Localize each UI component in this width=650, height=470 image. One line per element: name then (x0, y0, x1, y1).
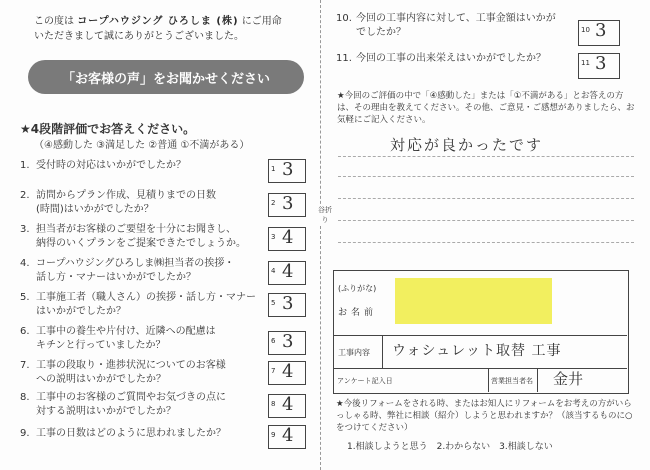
staff-value[interactable]: 金井 (553, 370, 584, 388)
question-3 (20, 223, 260, 251)
answer-box-10[interactable] (578, 20, 620, 46)
question-number: 4. (20, 258, 30, 269)
info-col-divider (488, 368, 489, 392)
question-7 (20, 359, 260, 387)
answer-value: 4 (282, 394, 294, 415)
staff-label: 営業担当者名 (491, 377, 533, 385)
answer-box-1[interactable] (268, 159, 306, 183)
rating-section-title: ★4段階評価でお答えください。 (20, 122, 196, 136)
question-5 (20, 291, 260, 319)
rating-scale: （④感動した ③満足した ②普通 ①不満がある） (34, 140, 250, 151)
question-2 (20, 189, 260, 217)
question-number: 2. (20, 190, 30, 201)
question-number: 8. (20, 392, 30, 403)
question-9 (20, 427, 260, 441)
answer-value: 3 (595, 53, 607, 74)
answer-value: 4 (282, 425, 294, 446)
question-text: 訪問からプラン作成、見積りまでの日数 (36, 190, 216, 201)
question-4 (20, 257, 260, 285)
question-text: 工事中の養生や片付け、近隣への配慮は (36, 326, 216, 337)
intro-line2: いただきまして誠にありがとうございました。 (34, 31, 244, 42)
question-text: はいかがでしたか？ (36, 306, 126, 317)
question-number: 9. (20, 428, 30, 439)
question-text: 担当者がお客様のご要望を十分にお聞きし、 (36, 224, 236, 235)
name-label-group (338, 282, 377, 320)
answer-box-number: 2 (271, 199, 276, 207)
question-text: 受付時の対応はいかがでしたか？ (36, 160, 186, 171)
comment-line (338, 156, 634, 157)
question-number: 10. (336, 13, 352, 24)
intro-text (34, 14, 324, 44)
answer-value: 3 (595, 20, 607, 41)
info-row-divider (334, 335, 627, 336)
comment-line (338, 220, 634, 221)
comment-line (338, 198, 634, 199)
answer-box-3[interactable] (268, 227, 306, 251)
answer-box-number: 6 (271, 337, 276, 345)
info-col-divider (382, 335, 383, 368)
question-text: 納得のいくプランをご提案できたでしょうか。 (36, 238, 246, 249)
answer-box-number: 8 (271, 400, 276, 408)
answer-box-5[interactable] (268, 293, 306, 317)
work-label: 工事内容 (338, 348, 370, 357)
answer-value: 3 (282, 293, 294, 314)
question-text: 工事施工者（職人さん）の挨拶・話し方・マナー (36, 292, 256, 303)
name-label: お名前 (338, 308, 378, 318)
answer-box-9[interactable] (268, 425, 306, 449)
question-text: 今回の工事の出来栄えはいかがでしたか？ (356, 53, 546, 64)
fold-label: 谷折り (318, 206, 332, 224)
referral-question: ★今後リフォームをされる時、またはお知人にリフォームをお考えの方がいらっしゃる時、弊社に相談（紹介）しようと思われますか？（該当するものに○をつけてください） (336, 399, 633, 433)
answer-box-number: 11 (581, 59, 590, 67)
work-value[interactable]: ウォシュレット取替 工事 (392, 343, 562, 359)
question-text: 工事の段取り・進捗状況についてのお客様 (36, 360, 226, 371)
question-text: 工事の日数はどのように思われましたか？ (36, 428, 226, 439)
question-text: キチンと行っていましたか？ (36, 340, 166, 351)
answer-box-number: 10 (581, 26, 590, 34)
comment-instructions: ★今回のご評価の中で「④感動した」または「①不満がある」とお答えの方は、その理由を教えてください。その他、ご意見・ご感想がありましたら、お気軽にご記入ください。 (337, 91, 635, 125)
answer-box-number: 5 (271, 299, 276, 307)
intro-line1-end: にご用命 (241, 16, 282, 27)
question-1 (20, 159, 260, 173)
info-col-divider (537, 368, 538, 392)
answer-value: 4 (282, 361, 294, 382)
answer-box-2[interactable] (268, 193, 306, 217)
comment-line (338, 242, 634, 243)
question-number: 11. (336, 53, 352, 64)
question-number: 3. (20, 224, 30, 235)
comment-line (338, 176, 634, 177)
question-text: への説明はいかがでしたか？ (36, 374, 166, 385)
answer-box-8[interactable] (268, 394, 306, 418)
question-10 (336, 12, 576, 40)
question-text: 話し方・マナーはいかがでしたか？ (36, 272, 196, 283)
question-text: (時間)はいかがでしたか？ (36, 204, 154, 215)
answer-value: 3 (282, 159, 294, 180)
referral-options[interactable]: 1.相談しようと思う 2.わからない 3.相談しない (347, 442, 553, 452)
answer-value: 3 (282, 331, 294, 352)
answer-value: 4 (282, 261, 294, 282)
question-text: 対する説明はいかがでしたか？ (36, 406, 176, 417)
answer-box-6[interactable] (268, 331, 306, 355)
answer-value: 4 (282, 227, 294, 248)
question-number: 1. (20, 160, 30, 171)
info-row-divider (334, 368, 627, 369)
question-number: 7. (20, 360, 30, 371)
customer-voice-banner: 「お客様の声」をお聞かせください (28, 60, 304, 94)
answer-box-number: 4 (271, 267, 276, 275)
question-6 (20, 325, 260, 353)
intro-line1-start: この度は (34, 16, 74, 27)
question-11 (336, 52, 576, 66)
question-text: 今回の工事内容に対して、工事金額はいかが (356, 13, 556, 24)
question-text: コープハウジングひろしま㈱担当者の挨拶・ (36, 258, 235, 269)
question-text: でしたか？ (356, 27, 406, 38)
answer-box-11[interactable] (578, 53, 620, 79)
answer-box-number: 7 (271, 367, 276, 375)
furigana-label: (ふりがな) (338, 284, 377, 293)
question-number: 5. (20, 292, 30, 303)
redacted-name-highlight (395, 278, 552, 324)
answer-box-7[interactable] (268, 361, 306, 385)
question-text: 工事中のお客様のご質問やお気づきの点に (36, 392, 226, 403)
comment-handwriting[interactable]: 対応が良かったです (390, 136, 544, 154)
survey-date-label: アンケート記入日 (337, 377, 393, 385)
question-number: 6. (20, 326, 30, 337)
answer-value: 3 (282, 193, 294, 214)
question-8 (20, 391, 260, 419)
answer-box-number: 1 (271, 165, 276, 173)
answer-box-number: 3 (271, 233, 276, 241)
company-name: コープハウジング ひろしま (株) (77, 16, 239, 27)
answer-box-number: 9 (271, 431, 276, 439)
fold-divider (320, 0, 321, 470)
answer-box-4[interactable] (268, 261, 306, 285)
